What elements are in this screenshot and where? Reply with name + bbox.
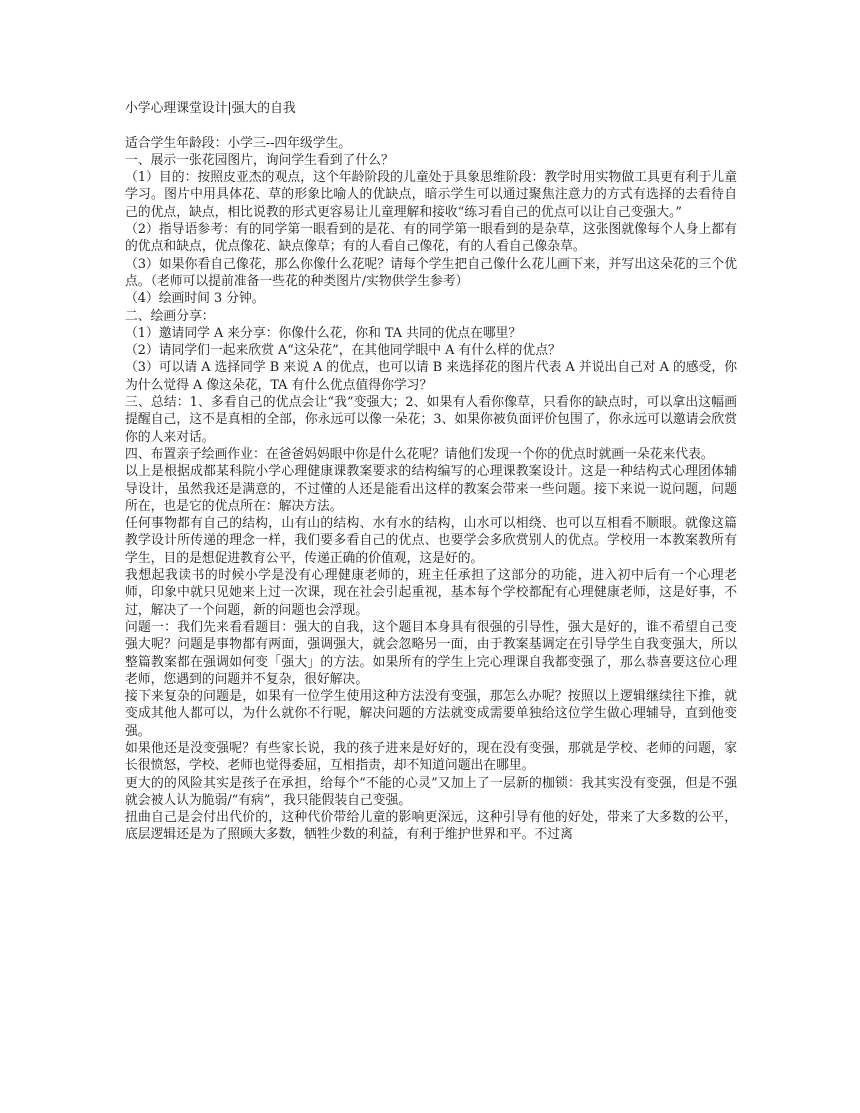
paragraph-commentary-structure: 任何事物都有自己的结构，山有山的结构、水有水的结构，山水可以相绕、也可以互相看不顺眼。就像这篇教学设计所传递的理念一样，我们要多看自己的优点、也要学会多欣赏别人的优点。学校用一本教案教所有学生，目的是想促进教育公平，传递正确的价值观，这是好的。 bbox=[125, 516, 737, 566]
paragraph-commentary-memory: 我想起我读书的时候小学是没有心理健康老师的，班主任承担了这部分的功能，进入初中后有一个心理老师，印象中就只见她来上过一次课，现在社会引起重视，基本每个学校都配有心理健康老师，这是好事，不过，解决了一个问题，新的问题也会浮现。 bbox=[125, 568, 737, 618]
blank-line bbox=[125, 117, 737, 134]
paragraph-cost: 扭曲自己是会付出代价的，这种代价带给儿童的影响更深远，这种引导有他的好处，带来了大多数的公平，底层逻辑还是为了照顾大多数，牺牲少数的利益，有利于维护世界和平。不过离 bbox=[125, 810, 737, 843]
paragraph-section-1-drawing-task: （3）如果你看自己像花，那么你像什么花呢？请每个学生把自己像什么花儿画下来，并写出这朵花的三个优点。（老师可以提前准备一些花的种类图片/实物供学生参考） bbox=[125, 256, 737, 289]
paragraph-section-1-time: （4）绘画时间 3 分钟。 bbox=[125, 291, 265, 307]
paragraph-section-1-guidance: （2）指导语参考：有的同学第一眼看到的是花、有的同学第一眼看到的是杂草，这张图就像每个人身上都有的优点和缺点，优点像花、缺点像草；有的人看自己像花，有的人看自己像杂草。 bbox=[125, 222, 737, 255]
paragraph-section-2-item-3: （3）可以请 A 选择同学 B 来说 A 的优点，也可以请 B 来选择花的图片代表 A 并说出自己对 A 的感受，你为什么觉得 A 像这朵花，TA 有什么优点值得你学习？ bbox=[125, 360, 737, 393]
paragraph-complex-problem: 接下来复杂的问题是，如果有一位学生使用这种方法没有变强，那怎么办呢？按照以上逻辑继续往下推，就变成其他人都可以，为什么就你不行呢，解决问题的方法就变成需要单独给这位学生做心理辅导，直到他变强。 bbox=[125, 689, 737, 739]
paragraph-section-1-heading: 一、展示一张花园图片，询问学生看到了什么？ bbox=[125, 152, 394, 168]
paragraph-risk: 更大的的风险其实是孩子在承担，给每个“不能的心灵”又加上了一层新的枷锁：我其实没有变强，但是不强就会被人认为脆弱/“有病”，我只能假装自己变强。 bbox=[125, 775, 737, 808]
paragraph-section-2-item-1: （1）邀请同学 A 来分享：你像什么花，你和 TA 共同的优点在哪里？ bbox=[125, 325, 522, 341]
paragraph-problem-one: 问题一：我们先来看看题目：强大的自我，这个题目本身具有很强的引导性，强大是好的，谁不希望自己变强大呢？问题是事物都有两面，强调强大，就会忽略另一面，由于教案基调定在引导学生自我变强大，所以整篇教案都在强调如何变「强大」的方法。如果所有的学生上完心理课自我都变强了，那么恭喜要这位心理老师，您遇到的问题并不复杂，很好解决。 bbox=[125, 619, 737, 687]
paragraph-section-1-purpose: （1）目的：按照皮亚杰的观点，这个年龄阶段的儿童处于具象思维阶段：教学时用实物做工具更有利于儿童学习。图片中用具体花、草的形象比喻人的优缺点，暗示学生可以通过聚焦注意力的方式有选择的去看待自己的优点，缺点，相比说教的形式更容易让儿童理解和接收“练习看自己的优点可以让自己变强大。” bbox=[125, 170, 737, 220]
paragraph-section-3-summary: 三、总结：1、多看自己的优点会让“我”变强大；2、如果有人看你像草，只看你的缺点时，可以拿出这幅画提醒自己，这不是真相的全部，你永远可以像一朵花；3、如果你被负面评价包围了，你永远可以邀请会欣赏你的人来对话。 bbox=[125, 395, 737, 445]
paragraph-section-4-homework: 四、布置亲子绘画作业：在爸爸妈妈眼中你是什么花呢？请他们发现一个你的优点时就画一朵花来代表。 bbox=[125, 446, 714, 462]
document-body bbox=[125, 100, 737, 844]
paragraph-age-range: 适合学生年龄段：小学三--四年级学生。 bbox=[125, 135, 352, 151]
document-title: 小学心理课堂设计|强大的自我 bbox=[125, 101, 296, 116]
paragraph-section-2-heading: 二、绘画分享： bbox=[125, 308, 215, 324]
paragraph-commentary-intro: 以上是根据成都某科院小学心理健康课教案要求的结构编写的心理课教案设计。这是一种结构式心理团体辅导设计，虽然我还是满意的，不过懂的人还是能看出这样的教案会带来一些问题。接下来说一说问题，问题所在，也是它的优点所在：解决方法。 bbox=[125, 464, 737, 514]
paragraph-section-2-item-2: （2）请同学们一起来欣赏 A“这朵花”，在其他同学眼中 A 有什么样的优点？ bbox=[125, 343, 561, 359]
paragraph-parents: 如果他还是没变强呢？有些家长说，我的孩子进来是好好的，现在没有变强，那就是学校、老师的问题，家长很愤怒，学校、老师也觉得委屈，互相指责，却不知道问题出在哪里。 bbox=[125, 740, 737, 774]
